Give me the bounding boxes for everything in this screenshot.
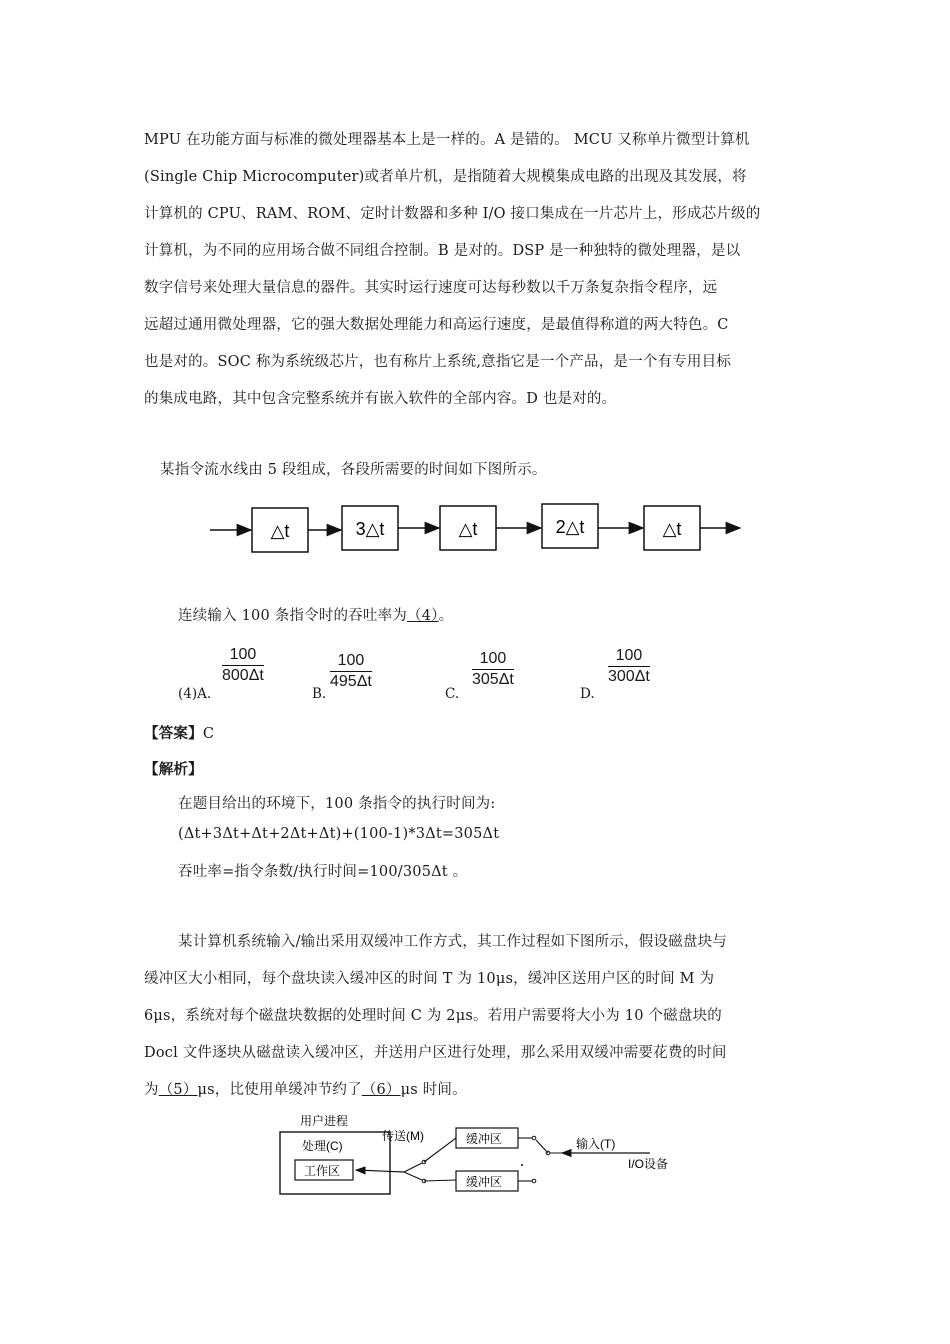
intro-line: 计算机，为不同的应用场合做不同组合控制。B 是对的。DSP 是一种独特的微处理器，是以: [144, 243, 741, 259]
work-area-label: 工作区: [304, 1164, 341, 1178]
intro-line: (Single Chip Microcomputer)或者单片机，是指随着大规模集成电路的出现及其发展，将: [144, 169, 747, 185]
option-d-fraction: $\frac{100}{300\Delta t}$: [608, 647, 650, 685]
option-c-fraction: $\frac{100}{305\Delta t}$: [472, 650, 514, 688]
stage-1-label: △t: [270, 521, 290, 541]
buffer-1-label: 缓冲区: [466, 1132, 503, 1146]
option-b-fraction: $\frac{100}{495\Delta t}$: [330, 652, 372, 690]
io-device-label: I/O设备: [628, 1157, 669, 1171]
double-buffer-diagram: [270, 1110, 710, 1210]
q5-line: 某计算机系统输入/输出采用双缓冲工作方式，其工作过程如下图所示，假设磁盘块与: [178, 934, 727, 950]
analysis-line: 在题目给出的环境下，100 条指令的执行时间为:: [178, 796, 496, 812]
stage-2-label: 3△t: [355, 519, 385, 539]
process-label: 处理(C): [302, 1139, 343, 1153]
q5-line: 6μs，系统对每个磁盘块数据的处理时间 C 为 2μs。若用户需要将大小为 10 个磁盘块的: [144, 1008, 722, 1024]
stage-3-label: △t: [458, 519, 478, 539]
q5-line: 缓冲区大小相同，每个盘块读入缓冲区的时间 T 为 10μs，缓冲区送用户区的时间 M 为: [144, 971, 715, 987]
intro-line: 数字信号来处理大量信息的器件。其实时运行速度可达每秒数以千万条复杂指令程序，远: [144, 280, 718, 296]
blank-5: （5）: [158, 1082, 198, 1098]
blank-6: （6）: [361, 1082, 401, 1098]
intro-line: 计算机的 CPU、RAM、ROM、定时计数器和多种 I/O 接口集成在一片芯片上，形成芯片级的: [144, 206, 761, 222]
transfer-label: 传送(M): [382, 1129, 424, 1143]
option-c-label: C.: [445, 686, 460, 702]
input-label: 输入(T): [576, 1137, 616, 1151]
option-a-fraction: $\frac{100}{800\Delta t}$: [222, 646, 264, 684]
option-d-label: D.: [580, 686, 595, 702]
buffer-2-label: 缓冲区: [466, 1175, 503, 1189]
intro-line: MPU 在功能方面与标准的微处理器基本上是一样的。A 是错的。 MCU 又称单片微型计算机: [144, 132, 750, 148]
intro-line: 的集成电路，其中包含完整系统并有嵌入软件的全部内容。D 也是对的。: [144, 391, 617, 407]
analysis-label: 【解析】: [144, 761, 203, 778]
analysis-line: (Δt+3Δt+Δt+2Δt+Δt)+(100-1)*3Δt=305Δt: [178, 826, 500, 842]
stage-4-label: 2△t: [555, 517, 585, 537]
option-b-label: B.: [312, 686, 327, 702]
q4-question: 连续输入 100 条指令时的吞吐率为（4）。: [178, 608, 454, 624]
user-process-label: 用户进程: [300, 1114, 349, 1128]
analysis-line: 吞吐率=指令条数/执行时间=100/305Δt 。: [178, 864, 468, 880]
stage-5-label: △t: [662, 519, 682, 539]
q5-line: Docl 文件逐块从磁盘读入缓冲区，并送用户区进行处理，那么采用双缓冲需要花费的时间: [144, 1045, 727, 1061]
intro-line: 远超过通用微处理器，它的强大数据处理能力和高运行速度，是最值得称道的两大特色。C: [144, 317, 729, 333]
intro-line: 也是对的。SOC 称为系统级芯片，也有称片上系统,意指它是一个产品，是一个有专用目标: [144, 354, 732, 370]
pipeline-diagram: [205, 500, 755, 560]
blank-4: （4）: [407, 608, 439, 624]
option-a-label: (4)A.: [178, 686, 212, 702]
answer: 【答案】C: [144, 725, 215, 742]
q5-last-line: 为（5）μs，比使用单缓冲节约了（6）μs 时间。: [144, 1082, 467, 1098]
q4-intro: 某指令流水线由 5 段组成，各段所需要的时间如下图所示。: [160, 462, 547, 478]
